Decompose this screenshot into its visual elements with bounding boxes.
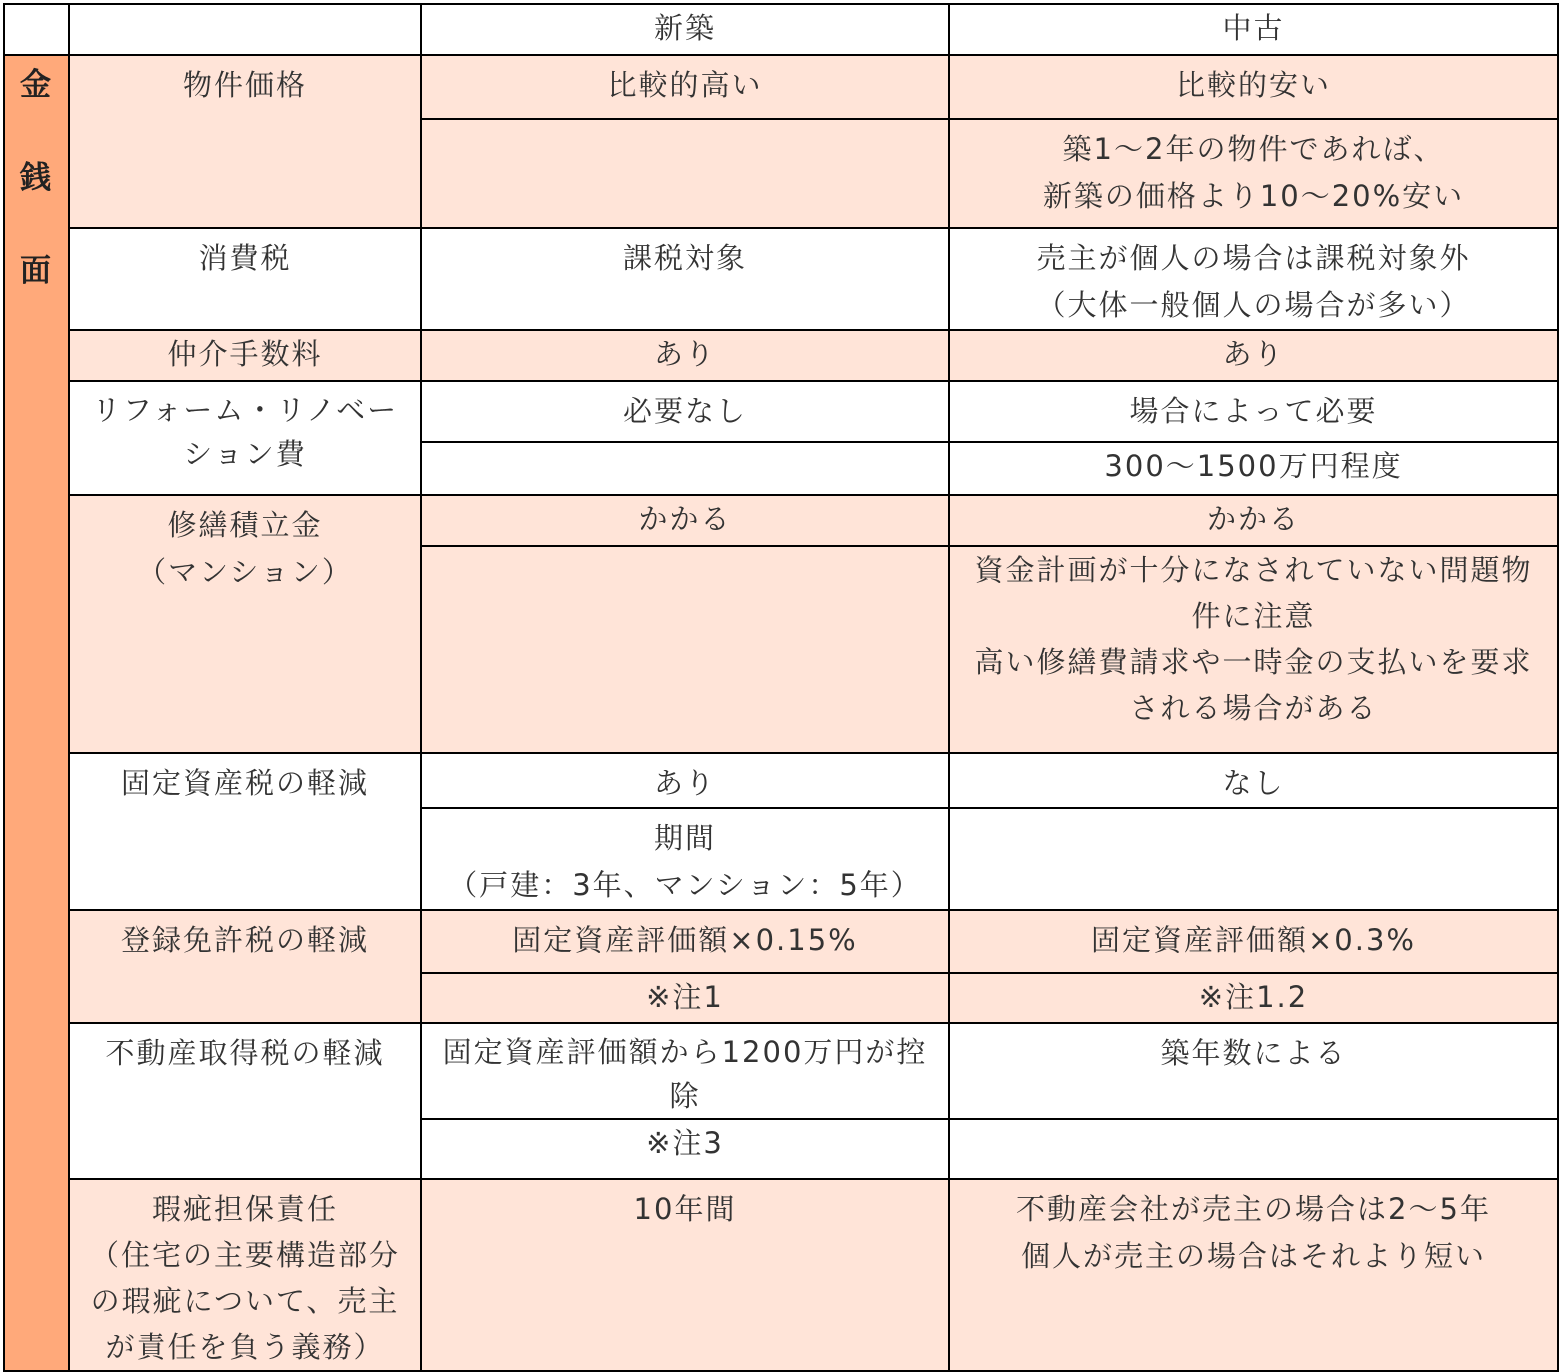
cell-used-note: ※注1.2 <box>949 973 1558 1023</box>
text-line: リフォーム・リノベー <box>91 393 399 427</box>
cell-used: 場合によって必要 <box>949 381 1558 442</box>
row-label-brokerage-fee: 仲介手数料 <box>69 330 421 381</box>
text-line: （住宅の主要構造部分 <box>89 1238 400 1272</box>
text-line: （大体一般個人の場合が多い） <box>1036 288 1471 322</box>
header-new: 新築 <box>421 4 949 55</box>
cell-new-note: ※注1 <box>421 973 949 1023</box>
text-line: 瑕疵担保責任 <box>151 1192 338 1226</box>
text-line: 固定資産評価額から1200万円が控 <box>442 1035 928 1069</box>
text-line: の瑕疵について、売主 <box>90 1284 400 1318</box>
text-line: 個人が売主の場合はそれより短い <box>1020 1239 1486 1273</box>
side-char: 面 <box>20 253 53 289</box>
row-label-defect-liability <box>69 1179 421 1371</box>
cell-new: あり <box>421 753 949 808</box>
comparison-table <box>3 3 1559 1372</box>
row-label-price: 物件価格 <box>69 55 421 228</box>
corner-cell <box>69 4 421 55</box>
row-label-acquisition-tax: 不動産取得税の軽減 <box>69 1023 421 1179</box>
side-char: 銭 <box>20 160 53 196</box>
text-line: 期間 <box>653 821 716 855</box>
cell-used-note <box>949 546 1558 753</box>
text-line: 高い修繕費請求や一時金の支払いを要求 <box>974 645 1533 679</box>
cell-new: 必要なし <box>421 381 949 442</box>
cell-used: 固定資産評価額×0.3% <box>949 910 1558 973</box>
row-label-repair-reserve <box>69 495 421 753</box>
cell-new-empty <box>421 546 949 753</box>
cell-used-note: 300～1500万円程度 <box>949 442 1558 495</box>
cell-new: 固定資産評価額×0.15% <box>421 910 949 973</box>
cell-used-empty <box>949 1119 1558 1179</box>
text-line: 修繕積立金 <box>167 508 323 542</box>
text-line: される場合がある <box>1129 691 1378 725</box>
text-line: が責任を負う義務） <box>105 1330 385 1364</box>
cell-new: あり <box>421 330 949 381</box>
cell-used <box>949 228 1558 330</box>
row-label-consumption-tax: 消費税 <box>69 228 421 330</box>
text-line: 築1～2年の物件であれば、 <box>1062 132 1445 166</box>
cell-used: 比較的安い <box>949 55 1558 119</box>
cell-used: かかる <box>949 495 1558 546</box>
cell-new-note <box>421 808 949 910</box>
text-line: 新築の価格より10～20%安い <box>1042 179 1465 213</box>
side-char: 金 <box>20 67 53 103</box>
cell-new: 10年間 <box>421 1179 949 1371</box>
cell-used-note <box>949 119 1558 228</box>
cell-used: 築年数による <box>949 1023 1558 1119</box>
header-used: 中古 <box>949 4 1558 55</box>
text-line: 件に注意 <box>1191 599 1316 633</box>
text-line: 除 <box>669 1079 701 1113</box>
text-line: ション費 <box>183 437 307 471</box>
cell-used: なし <box>949 753 1558 808</box>
text-line: （戸建：3年、マンション：5年） <box>448 868 922 902</box>
cell-new-note: ※注3 <box>421 1119 949 1179</box>
cell-new: 比較的高い <box>421 55 949 119</box>
text-line: 不動産会社が売主の場合は2～5年 <box>1016 1192 1491 1226</box>
row-label-registration-tax: 登録免許税の軽減 <box>69 910 421 1023</box>
cell-used: あり <box>949 330 1558 381</box>
text-line: （マンション） <box>137 555 353 589</box>
cell-new: かかる <box>421 495 949 546</box>
text-line: 資金計画が十分になされていない問題物 <box>974 553 1533 587</box>
cell-used-empty <box>949 808 1558 910</box>
side-label-money <box>4 55 69 1371</box>
corner-cell <box>4 4 69 55</box>
cell-new <box>421 1023 949 1119</box>
cell-new: 課税対象 <box>421 228 949 330</box>
text-line: 売主が個人の場合は課税対象外 <box>1036 241 1471 275</box>
cell-used <box>949 1179 1558 1371</box>
cell-new-empty <box>421 442 949 495</box>
row-label-property-tax: 固定資産税の軽減 <box>69 753 421 910</box>
cell-new-empty <box>421 119 949 228</box>
row-label-renovation <box>69 381 421 495</box>
